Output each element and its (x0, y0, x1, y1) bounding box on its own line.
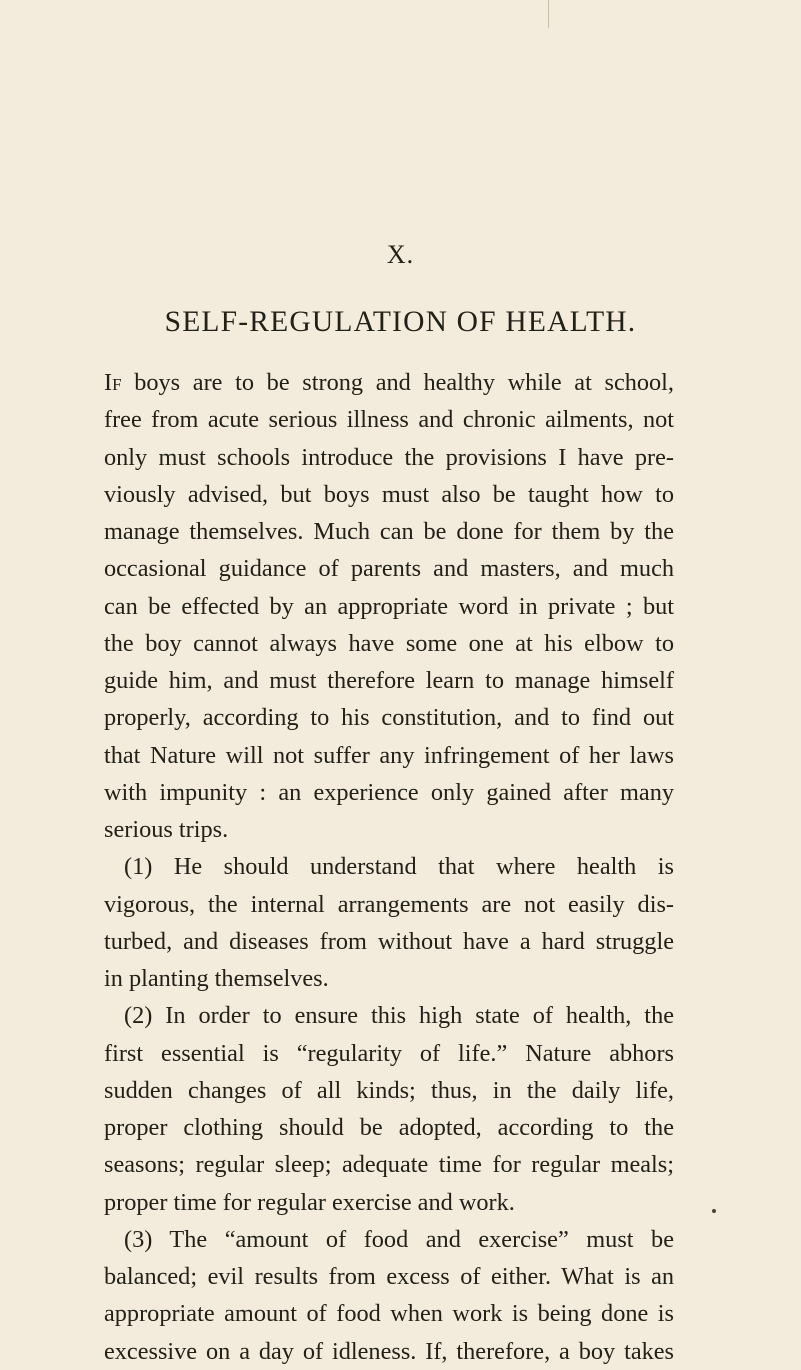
margin-dot (712, 1209, 716, 1213)
text-line: sudden changes of all kinds; thus, in the daily life, (104, 1076, 674, 1104)
page-edge-mark (548, 0, 549, 28)
text-line: turbed, and diseases from without have a hard struggle (104, 927, 674, 955)
text-line: in planting themselves. (104, 965, 329, 992)
lead-word: If (104, 369, 122, 396)
line-text: boys are to be strong and healthy while at school, (121, 369, 674, 396)
text-line: occasional guidance of parents and masters, and much (104, 555, 674, 583)
text-line: free from acute serious illness and chronic ailments, not (104, 406, 674, 434)
text-line: properly, according to his constitution, and to find out (104, 704, 674, 732)
body-text (104, 364, 674, 1370)
text-line: vigorous, the internal arrangements are not easily dis- (104, 890, 674, 918)
text-line: with impunity : an experience only gained after many (104, 778, 674, 806)
text-line: proper time for regular exercise and work. (104, 1188, 515, 1216)
text-line: appropriate amount of food when work is being done is (104, 1300, 674, 1328)
text-line (104, 364, 674, 401)
text-line: the boy cannot always have some one at his elbow to (104, 629, 674, 657)
text-line: manage themselves. Much can be done for them by the (104, 518, 674, 545)
chapter-number: X. (386, 240, 415, 269)
text-line: (1) He should understand that where health is (124, 853, 674, 881)
text-line: only must schools introduce the provisions I have pre- (104, 443, 674, 471)
text-line: serious trips. (104, 816, 229, 843)
text-line: excessive on a day of idleness. If, therefore, a boy takes (104, 1337, 674, 1365)
text-line: that Nature will not suffer any infringement of her laws (104, 741, 674, 769)
text-line: proper clothing should be adopted, according to the (104, 1114, 674, 1141)
text-line: can be effected by an appropriate word in private ; but (104, 592, 674, 620)
chapter-title: SELF-REGULATION OF HEALTH. (164, 306, 637, 338)
text-line: (2) In order to ensure this high state of health, the (124, 1002, 674, 1030)
text-line: balanced; evil results from excess of either. What is an (104, 1263, 674, 1290)
text-line: first essential is “regularity of life.” Nature abhors (104, 1039, 674, 1067)
text-line: guide him, and must therefore learn to manage himself (104, 667, 674, 694)
text-line: seasons; regular sleep; adequate time for regular meals; (104, 1151, 674, 1179)
text-line: (3) The “amount of food and exercise” must be (124, 1225, 674, 1253)
text-line: viously advised, but boys must also be taught how to (104, 480, 674, 508)
